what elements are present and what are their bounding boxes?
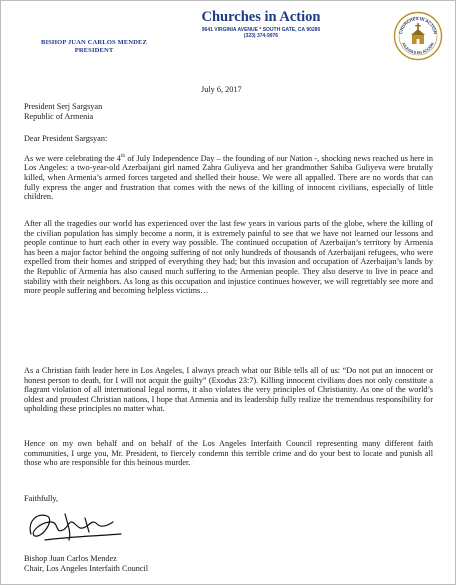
org-phone: (323) 374-9976 <box>243 33 279 40</box>
ordinal-suffix: th <box>120 153 126 159</box>
org-address-block <box>171 27 351 40</box>
paragraph-1 <box>24 152 433 202</box>
letter-date: July 6, 2017 <box>201 85 242 94</box>
church-seal-icon <box>393 11 443 61</box>
closing: Faithfully, <box>24 494 59 503</box>
paragraph-4 <box>24 439 433 468</box>
signer-title: Chair, Los Angeles Interfaith Council <box>24 563 149 573</box>
paragraph-3-text: As a Christian faith leader here in Los Angeles, I always preach what our Bible tells all of us: “Do not put an innocent or honest person to death, for I will not acquit the guilty” (Exodus 23:7). Killing innocent civilians does not only constitute a flagrant violation of all international legal norms, it also violates the very principles of Christianity. As one of the world’s oldest and proudest Christian nations, I hope that Armenia and its leadership fully realize the tremendous responsibility for upholding these principles no matter what. <box>24 366 433 414</box>
salutation: Dear President Sargsyan: <box>24 134 108 143</box>
recipient-block <box>24 102 433 121</box>
sender-name: BISHOP JUAN CARLOS MENDEZ <box>41 39 148 46</box>
sender-block <box>41 39 147 55</box>
org-address: 9641 VIRGINIA AVENUE * SOUTH GATE, CA 90280 <box>201 27 321 33</box>
org-name: Churches in Action <box>201 9 321 25</box>
signer-block <box>24 554 433 573</box>
paragraph-2-text: After all the tragedies our world has experienced over the last few years in various parts of the globe, where the killing of the civilian population has simply become a norm, it is extremely painful to see that we have not learned our lessons and people continue to hurt each other in every way possible. The continued occupation of Azerbaijan’s territory by Armenia has been a major factor behind the ongoing suffering of not only hundreds of thousands of Azerbaijani refugees, who were expelled from their homes and stripped of everything they had; but this invasion and occupation of Azerbaijan’s lands by the Republic of Armenia has also caused much suffering to the Armenian people. They also deserve to live in peace and stability with their neighbors. As long as this occupation and injustice continues however, we will regrettably see more and more people suffering and becoming helpless victims… <box>24 219 433 296</box>
seal-text-top: CHURCHES IN ACTION <box>398 15 438 35</box>
recipient-name: President Serj Sargsyan <box>24 102 103 111</box>
paragraph-2 <box>24 219 433 296</box>
paragraph-1-rest: of July Independence Day – the founding of our Nation -, shocking news reached us here in Los Angeles: a two-year-old Azerbaijani girl named Zahra Guliyeva and her grandmother Sahiba Guliyeva were brutally killed, when Armenia’s armed forces targeted and shelled their house. We were all appalled. There are no words that can fully express the anger and frustration that comes with the news of the killing of innocent civilians, especially of little children. <box>24 153 434 202</box>
paragraph-1-start: As we were celebrating the 4 <box>24 153 121 163</box>
seal-text-bottom: IGLESIAS EN ACCION <box>401 42 435 56</box>
paragraph-3 <box>24 366 433 414</box>
signer-name: Bishop Juan Carlos Mendez <box>24 554 117 563</box>
paragraph-4-text: Hence on my own behalf and on behalf of the Los Angeles Interfaith Council representing many different faith communities, I urge you, Mr. President, to fiercely condemn this terrible crime and do your best to locate and punish all those who are responsible for this heinous murder. <box>24 439 433 468</box>
sender-title: PRESIDENT <box>74 47 114 54</box>
recipient-org: Republic of Armenia <box>24 111 94 121</box>
signature-icon <box>25 504 135 546</box>
